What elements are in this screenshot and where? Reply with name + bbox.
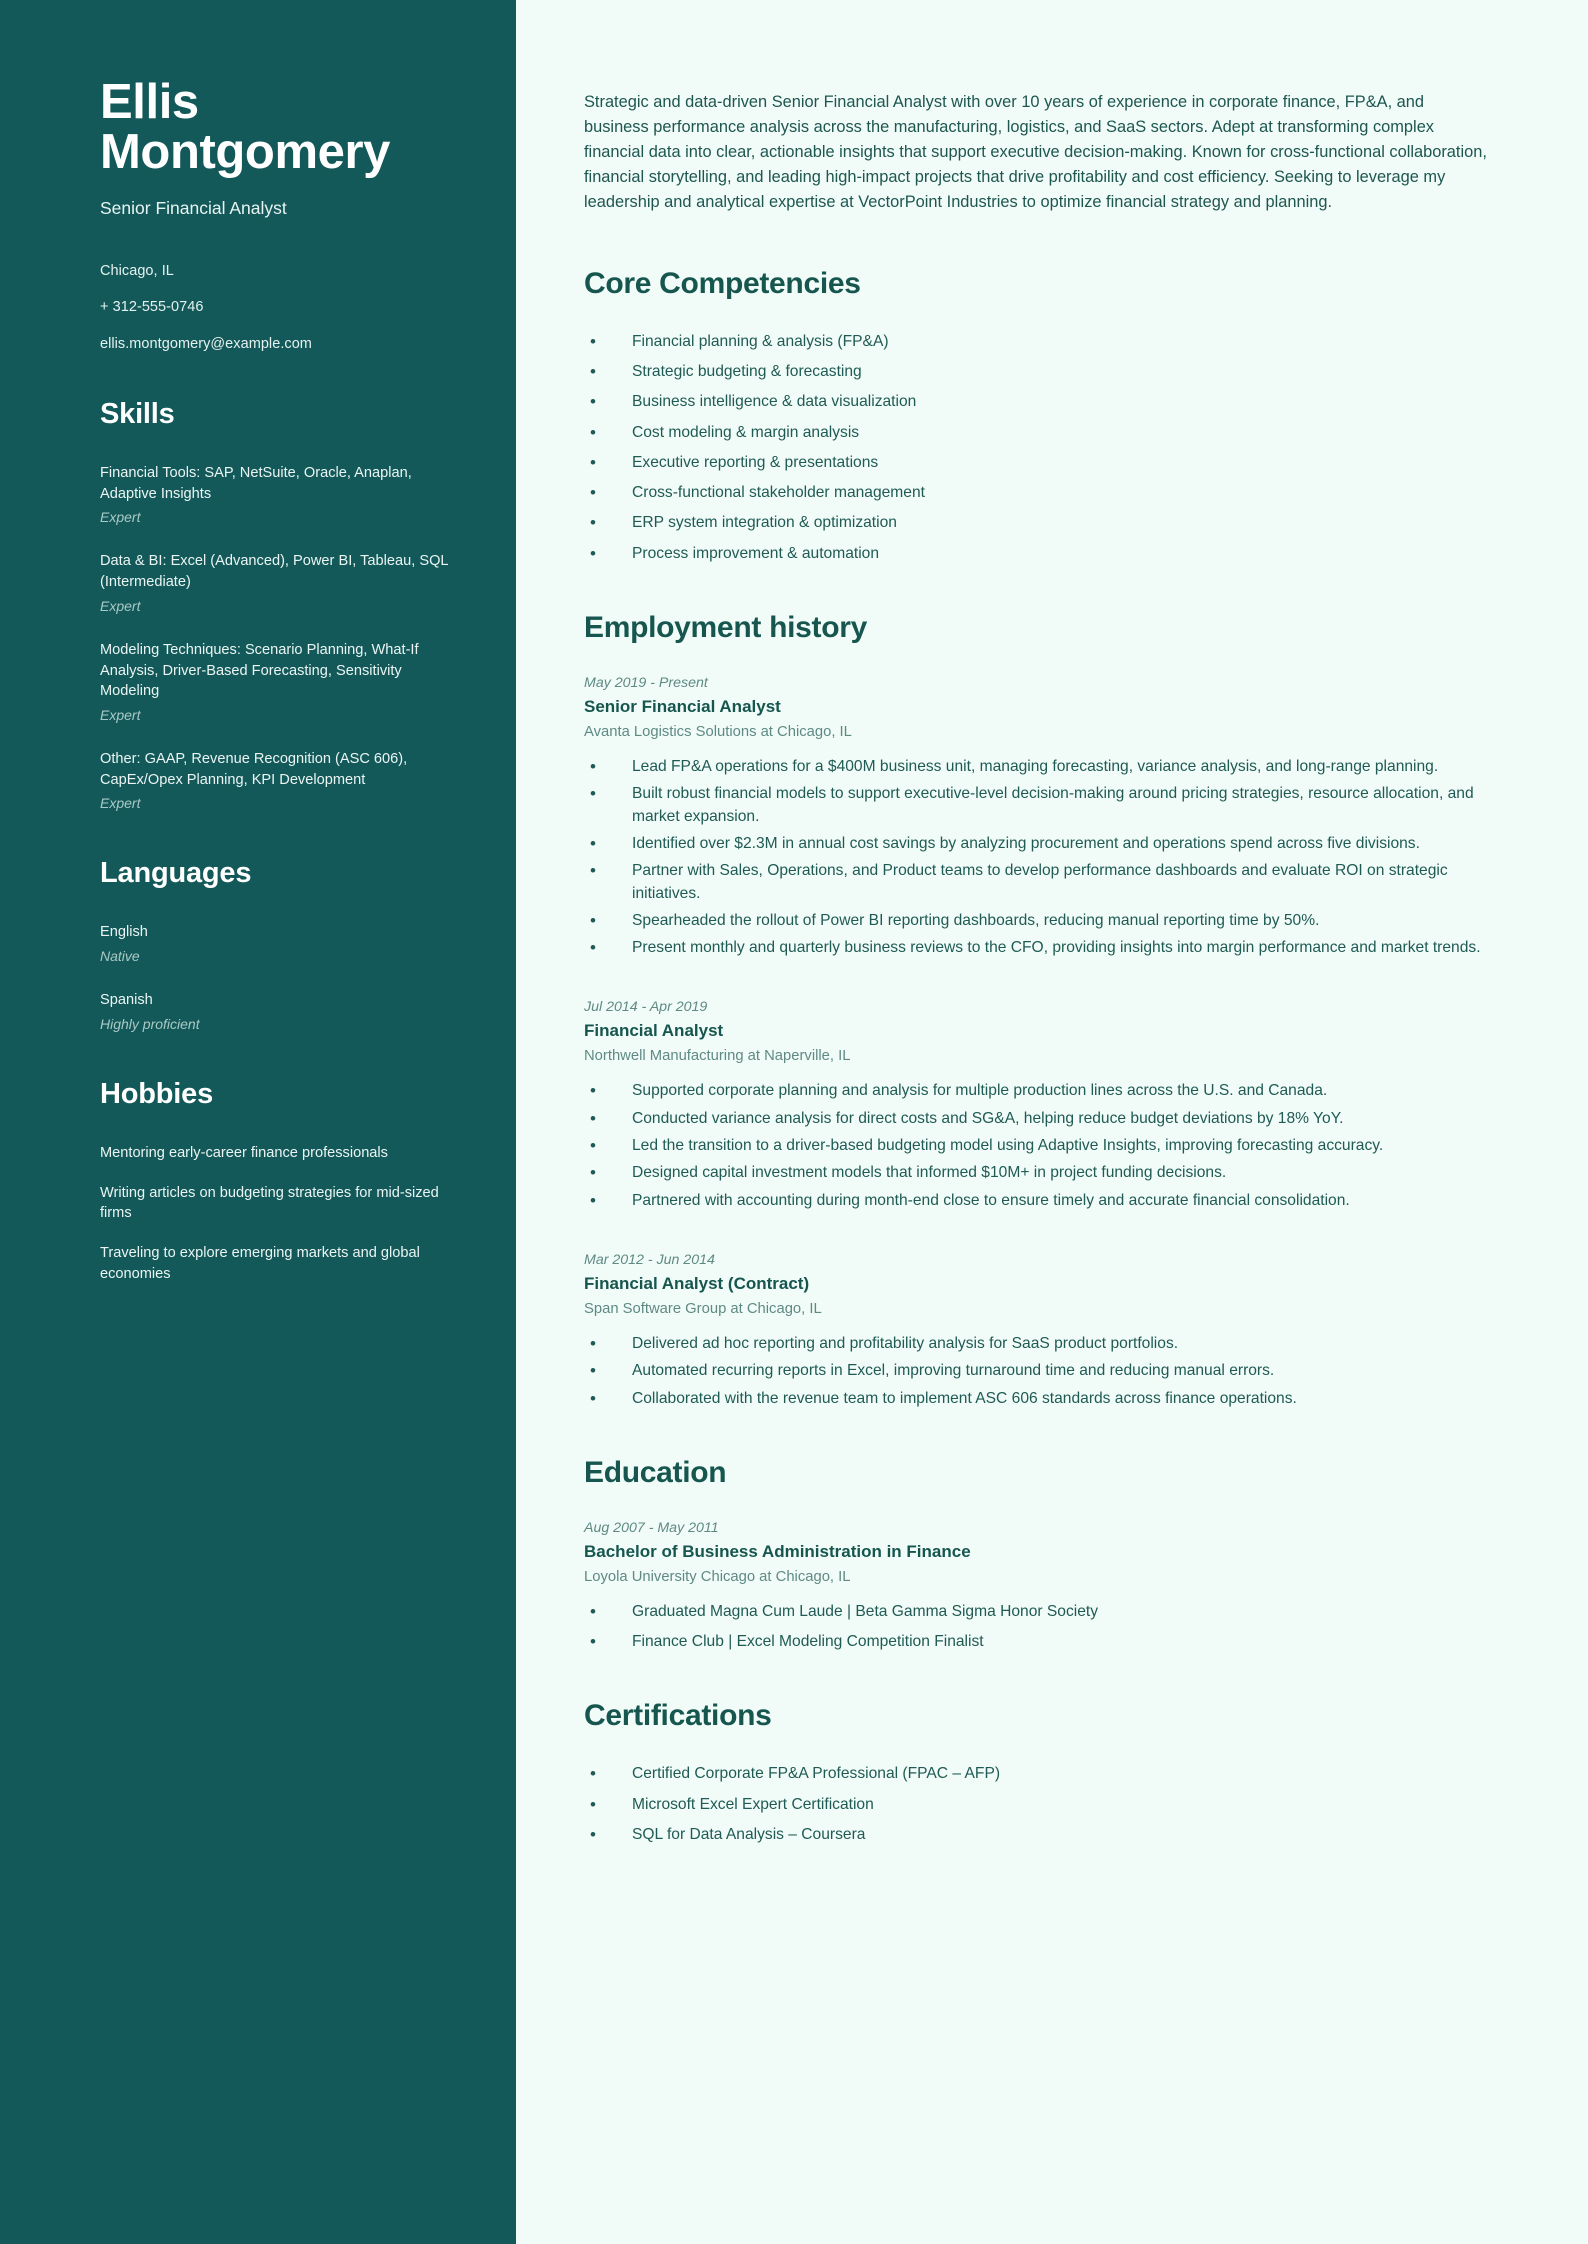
- languages-heading: Languages: [100, 857, 252, 890]
- job-bullets: [584, 1333, 1488, 1410]
- list-item: • Supported corporate planning and analysis for multiple production lines across the U.S. and Canada.: [584, 1080, 1488, 1102]
- job-entry: [584, 675, 1488, 959]
- job-role: Financial Analyst: [584, 1021, 724, 1041]
- list-item: • Lead FP&A operations for a $400M business unit, managing forecasting, variance analysis, and long-range planning.: [584, 756, 1488, 778]
- languages-list: [100, 922, 448, 1031]
- list-item: • Automated recurring reports in Excel, improving turnaround time and reducing manual errors.: [584, 1360, 1488, 1382]
- certifications-heading: Certifications: [584, 1699, 772, 1733]
- candidate-name: Ellis Montgomery: [100, 75, 391, 179]
- list-item: • Spearheaded the rollout of Power BI reporting dashboards, reducing manual reporting time by 50%.: [584, 910, 1488, 932]
- education-dates: Aug 2007 - May 2011: [584, 1519, 719, 1536]
- language-level: Native: [100, 948, 140, 965]
- language-item: [100, 990, 448, 1032]
- job-role: Financial Analyst (Contract): [584, 1273, 810, 1293]
- list-item: • Executive reporting & presentations: [584, 452, 1488, 474]
- candidate-job-title: Senior Financial Analyst: [100, 197, 287, 218]
- contact-block: [100, 263, 448, 352]
- list-item: • Business intelligence & data visualization: [584, 391, 1488, 413]
- list-item: • Partner with Sales, Operations, and Product teams to develop performance dashboards and evaluate ROI on strategic initiatives.: [584, 860, 1488, 905]
- job-dates: Jul 2014 - Apr 2019: [584, 999, 708, 1016]
- employment-history-heading: Employment history: [584, 611, 867, 645]
- skill-title: Data & BI: Excel (Advanced), Power BI, Tableau, SQL (Intermediate): [100, 553, 448, 591]
- skill-level: Expert: [100, 509, 141, 526]
- main-content: [516, 0, 1588, 2244]
- skills-heading: Skills: [100, 397, 175, 430]
- job-dates: Mar 2012 - Jun 2014: [584, 1251, 715, 1268]
- contact-phone[interactable]: + 312-555-0746: [100, 299, 204, 316]
- list-item: • Microsoft Excel Expert Certification: [584, 1794, 1488, 1816]
- skill-level: Expert: [100, 706, 141, 723]
- certifications-list: [584, 1763, 1488, 1846]
- job-bullets: [584, 756, 1488, 959]
- list-item: • Present monthly and quarterly business reviews to the CFO, providing insights into margin performance and market trends.: [584, 937, 1488, 959]
- language-level: Highly proficient: [100, 1015, 200, 1032]
- education-school: Loyola University Chicago at Chicago, IL: [584, 1568, 851, 1585]
- skill-item: [100, 749, 448, 811]
- list-item: • Designed capital investment models that informed $10M+ in project funding decisions.: [584, 1162, 1488, 1184]
- list-item: • Conducted variance analysis for direct costs and SG&A, helping reduce budget deviations by 18% YoY.: [584, 1108, 1488, 1130]
- language-item: [100, 922, 448, 964]
- sidebar: [0, 0, 516, 2244]
- list-item: • Cross-functional stakeholder management: [584, 482, 1488, 504]
- skill-item: [100, 551, 448, 613]
- list-item: • Collaborated with the revenue team to implement ASC 606 standards across finance operations.: [584, 1388, 1488, 1410]
- skills-list: [100, 463, 448, 811]
- job-company: Northwell Manufacturing at Naperville, IL: [584, 1048, 851, 1065]
- skill-item: [100, 463, 448, 525]
- list-item: • Finance Club | Excel Modeling Competition Finalist: [584, 1631, 1488, 1653]
- list-item: • Identified over $2.3M in annual cost savings by analyzing procurement and operations spend across five divisions.: [584, 833, 1488, 855]
- list-item: • Certified Corporate FP&A Professional (FPAC – AFP): [584, 1763, 1488, 1785]
- skill-title: Financial Tools: SAP, NetSuite, Oracle, Anaplan, Adaptive Insights: [100, 464, 412, 502]
- list-item: • Process improvement & automation: [584, 543, 1488, 565]
- skill-title: Other: GAAP, Revenue Recognition (ASC 606), CapEx/Opex Planning, KPI Development: [100, 750, 408, 788]
- professional-summary: Strategic and data-driven Senior Financial Analyst with over 10 years of experience in corporate finance, FP&A, and business performance analysis across the manufacturing, logistics, and SaaS sectors. Adept at transforming complex financial data into clear, actionable insights that support executive decision-making. Known for cross-functional collaboration, financial storytelling, and leading high-impact projects that drive profitability and cost efficiency. Seeking to leverage my leadership and analytical expertise at VectorPoint Industries to optimize financial strategy and planning.: [584, 93, 1487, 211]
- list-item: • Strategic budgeting & forecasting: [584, 361, 1488, 383]
- hobby-item: Writing articles on budgeting strategies for mid-sized firms: [100, 1184, 439, 1222]
- contact-location: Chicago, IL: [100, 262, 174, 279]
- language-name: Spanish: [100, 992, 153, 1009]
- list-item: • SQL for Data Analysis – Coursera: [584, 1824, 1488, 1846]
- job-role: Senior Financial Analyst: [584, 697, 781, 717]
- list-item: • Partnered with accounting during month-end close to ensure timely and accurate financial consolidation.: [584, 1190, 1488, 1212]
- skill-level: Expert: [100, 597, 141, 614]
- job-dates: May 2019 - Present: [584, 675, 708, 692]
- core-competencies-list: [584, 331, 1488, 565]
- list-item: • Led the transition to a driver-based budgeting model using Adaptive Insights, improving forecasting accuracy.: [584, 1135, 1488, 1157]
- language-name: English: [100, 924, 148, 941]
- education-bullets: [584, 1601, 1488, 1654]
- list-item: • Financial planning & analysis (FP&A): [584, 331, 1488, 353]
- education-heading: Education: [584, 1455, 727, 1489]
- hobbies-list: [100, 1143, 448, 1285]
- hobby-item: Mentoring early-career finance professionals: [100, 1144, 388, 1161]
- contact-email[interactable]: ellis.montgomery@example.com: [100, 335, 312, 352]
- job-company: Span Software Group at Chicago, IL: [584, 1300, 822, 1317]
- job-bullets: [584, 1080, 1488, 1211]
- skill-level: Expert: [100, 795, 141, 812]
- list-item: • ERP system integration & optimization: [584, 512, 1488, 534]
- hobby-item: Traveling to explore emerging markets and global economies: [100, 1245, 420, 1282]
- job-entry: [584, 1252, 1488, 1410]
- list-item: • Cost modeling & margin analysis: [584, 422, 1488, 444]
- list-item: • Graduated Magna Cum Laude | Beta Gamma Sigma Honor Society: [584, 1601, 1488, 1623]
- list-item: • Delivered ad hoc reporting and profitability analysis for SaaS product portfolios.: [584, 1333, 1488, 1355]
- list-item: • Built robust financial models to support executive-level decision-making around pricing strategies, resource allocation, and market expansion.: [584, 783, 1488, 828]
- skill-item: [100, 640, 448, 723]
- education-entry: [584, 1520, 1488, 1654]
- education-degree: Bachelor of Business Administration in Finance: [584, 1541, 971, 1561]
- job-company: Avanta Logistics Solutions at Chicago, IL: [584, 724, 852, 741]
- skill-title: Modeling Techniques: Scenario Planning, What-If Analysis, Driver-Based Forecasting, Sensitivity Modeling: [100, 641, 419, 700]
- job-entry: [584, 999, 1488, 1211]
- core-competencies-heading: Core Competencies: [584, 266, 861, 300]
- hobbies-heading: Hobbies: [100, 1077, 213, 1110]
